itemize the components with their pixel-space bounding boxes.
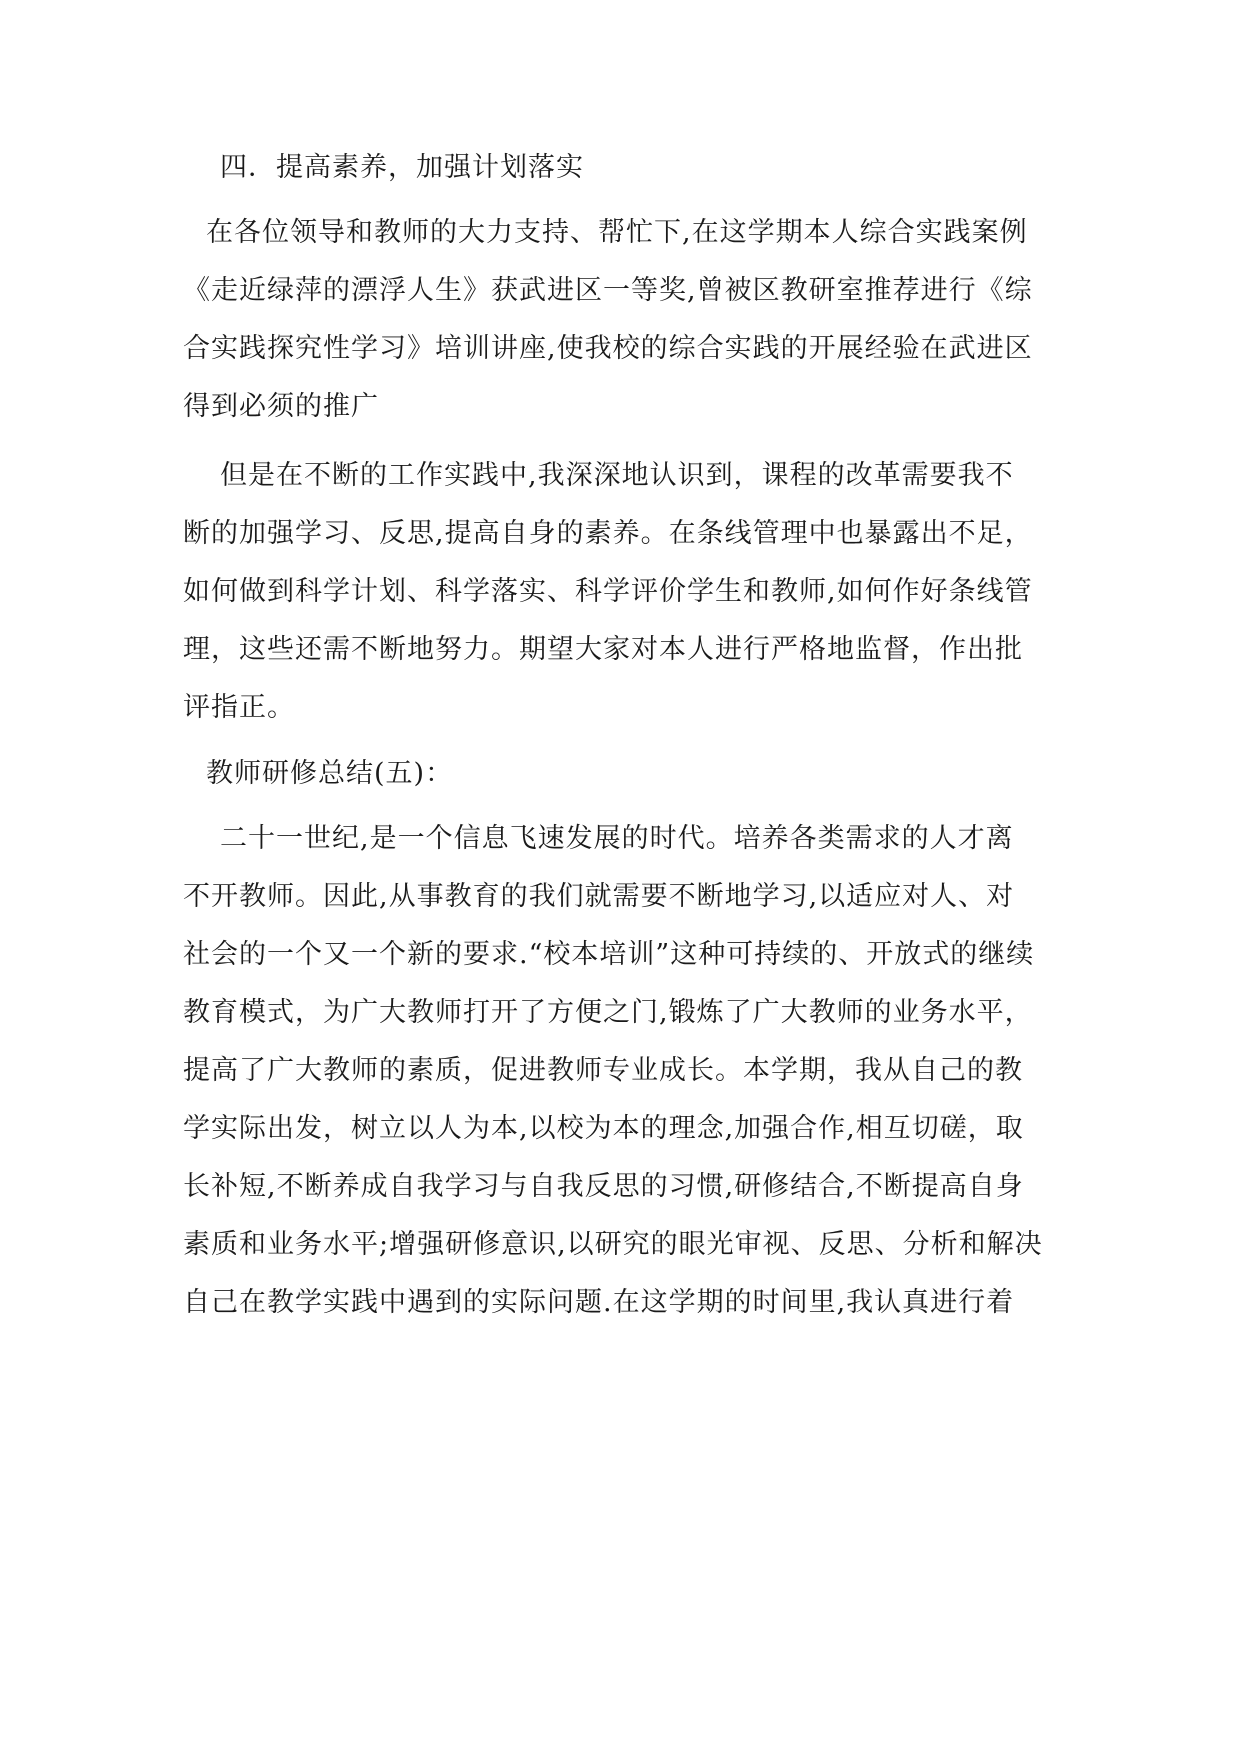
- paragraph-2-line-3: 如何做到科学计划、科学落实、科学评价学生和教师,如何作好条线管: [183, 576, 1033, 607]
- paragraph-2-line-5: 评指正。: [183, 692, 295, 723]
- paragraph-3-line-5: 提高了广大教师的素质，促进教师专业成长。本学期，我从自己的教: [183, 1055, 1023, 1086]
- paragraph-2-line-4: 理，这些还需不断地努力。期望大家对本人进行严格地监督，作出批: [183, 634, 1023, 665]
- paragraph-3-line-8: 素质和业务水平;增强研修意识,以研究的眼光审视、反思、分析和解决: [183, 1229, 1043, 1260]
- paragraph-1-line-4: 得到必须的推广: [183, 391, 379, 422]
- paragraph-3-line-3: 社会的一个又一个新的要求.“校本培训”这种可持续的、开放式的继续: [183, 939, 1035, 970]
- paragraph-2-line-1: 但是在不断的工作实践中,我深深地认识到，课程的改革需要我不: [220, 460, 1014, 491]
- paragraph-3-line-2: 不开教师。因此,从事教育的我们就需要不断地学习,以适应对人、对: [183, 881, 1015, 912]
- paragraph-2-line-2: 断的加强学习、反思,提高自身的素养。在条线管理中也暴露出不足，: [183, 518, 1033, 549]
- paragraph-1-line-1: 在各位领导和教师的大力支持、帮忙下,在这学期本人综合实践案例: [206, 217, 1028, 248]
- section-title: 教师研修总结(五)：: [206, 758, 454, 789]
- paragraph-3-line-4: 教育模式，为广大教师打开了方便之门,锻炼了广大教师的业务水平，: [183, 997, 1033, 1028]
- paragraph-3-line-1: 二十一世纪,是一个信息飞速发展的时代。培养各类需求的人才离: [220, 823, 1014, 854]
- paragraph-3-line-9: 自己在教学实践中遇到的实际问题.在这学期的时间里,我认真进行着: [183, 1287, 1015, 1318]
- paragraph-1-line-2: 《走近绿萍的漂浮人生》获武进区一等奖,曾被区教研室推荐进行《综: [183, 275, 1033, 306]
- paragraph-1-line-3: 合实践探究性学习》培训讲座,使我校的综合实践的开展经验在武进区: [183, 333, 1033, 364]
- paragraph-3-line-6: 学实际出发，树立以人为本,以校为本的理念,加强合作,相互切磋，取: [183, 1113, 1024, 1144]
- section-heading: 四．提高素养，加强计划落实: [220, 152, 584, 183]
- paragraph-3-line-7: 长补短,不断养成自我学习与自我反思的习惯,研修结合,不断提高自身: [183, 1171, 1024, 1202]
